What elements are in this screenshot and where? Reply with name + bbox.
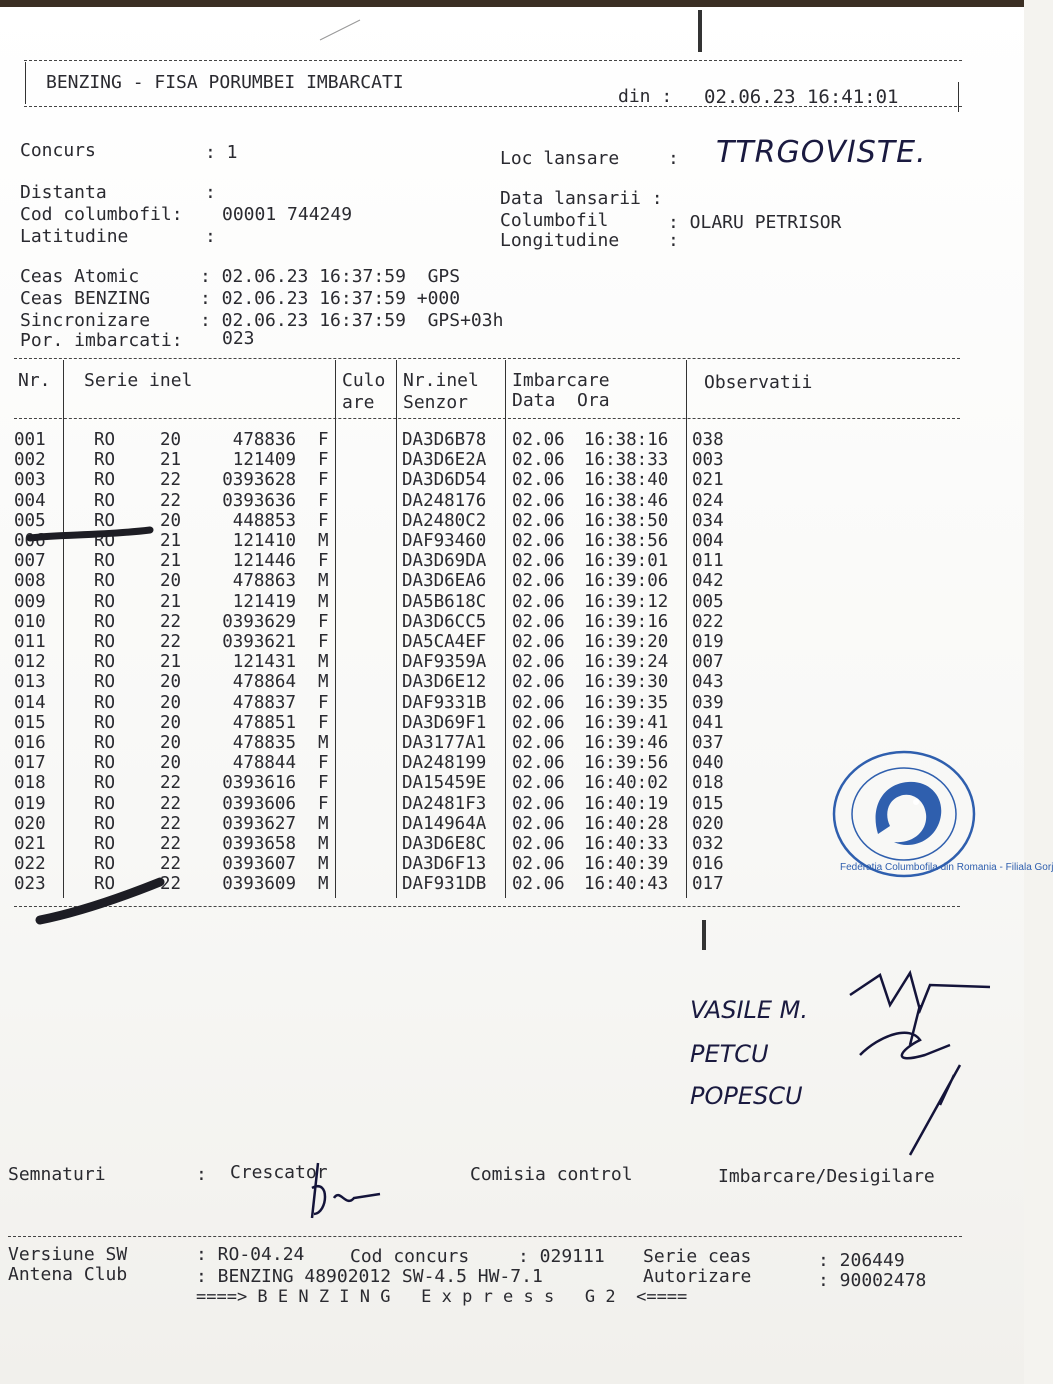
cell-ring: 0393629 xyxy=(222,611,296,632)
cell-sensor: DA248199 xyxy=(402,753,487,774)
cell-ring: 478836 xyxy=(232,430,296,450)
cell-nr: 020 xyxy=(14,813,46,834)
header-date-label: din : xyxy=(618,86,673,107)
semnaturi-sep: : xyxy=(196,1164,207,1185)
cell-year: 21 xyxy=(160,591,182,612)
cell-sex: M xyxy=(318,854,329,875)
cell-sex: F xyxy=(318,430,329,450)
cell-time: 16:39:16 xyxy=(584,611,669,632)
cell-country: RO xyxy=(94,854,116,875)
cell-sex: F xyxy=(318,632,329,652)
cell-country: RO xyxy=(94,692,116,713)
punch-mark xyxy=(700,10,704,950)
cell-ring: 0393627 xyxy=(222,813,296,834)
th-imbarcare-1: Imbarcare xyxy=(512,370,610,391)
cell-date: 02.06 xyxy=(512,510,565,531)
concurs-value: : 1 xyxy=(205,142,238,163)
cell-ring: 0393616 xyxy=(222,773,296,794)
cell-time: 16:39:24 xyxy=(584,652,669,673)
cell-date: 02.06 xyxy=(512,692,565,713)
cell-sex: M xyxy=(318,733,329,753)
th-observatii: Observatii xyxy=(704,372,813,393)
cell-time: 16:39:46 xyxy=(584,733,669,753)
crescator-label: Crescator xyxy=(230,1162,328,1183)
loc-lansare-handwritten: TTRGOVISTE. xyxy=(716,135,927,170)
th-culoare-1: Culo xyxy=(342,370,386,391)
cell-country: RO xyxy=(94,813,116,834)
cell-obs: 038 xyxy=(692,430,724,450)
autorizare-label: Autorizare xyxy=(643,1266,752,1287)
cell-ring: 478851 xyxy=(232,712,296,733)
cell-time: 16:39:20 xyxy=(584,632,669,652)
columbofil-value: : OLARU PETRISOR xyxy=(668,212,842,233)
cell-country: RO xyxy=(94,450,116,471)
cell-date: 02.06 xyxy=(512,490,565,511)
cell-obs: 004 xyxy=(692,531,724,551)
cod-columbofil-value: 00001 744249 xyxy=(222,204,353,225)
cell-ring: 121446 xyxy=(232,551,296,572)
cod-columbofil-label: Cod columbofil: xyxy=(20,204,183,225)
cell-sex: M xyxy=(318,874,329,895)
cell-nr: 021 xyxy=(14,834,46,854)
ceas-atomic-label: Ceas Atomic xyxy=(20,266,140,287)
loc-lansare-label: Loc lansare xyxy=(500,148,620,169)
cell-sensor: DA3177A1 xyxy=(402,733,487,753)
cell-time: 16:40:43 xyxy=(584,874,669,895)
cell-time: 16:38:50 xyxy=(584,510,669,531)
data-lansarii-label: Data lansarii : xyxy=(500,188,663,209)
cell-time: 16:40:19 xyxy=(584,793,669,814)
cell-nr: 019 xyxy=(14,793,46,814)
serie-ceas-value: : 206449 xyxy=(818,1250,905,1271)
cell-sensor: DA3D6F13 xyxy=(402,854,487,875)
benzing-express-banner: ====> B E N Z I N G E x p r e s s G 2 <==== xyxy=(196,1287,688,1307)
cell-sex: F xyxy=(318,510,329,531)
cell-country: RO xyxy=(94,672,116,693)
cell-obs: 043 xyxy=(692,672,724,693)
cell-year: 22 xyxy=(160,813,182,834)
versiune-sw-value: : RO-04.24 xyxy=(196,1244,305,1265)
cell-date: 02.06 xyxy=(512,834,565,854)
pencil-mark xyxy=(320,20,360,40)
concurs-label: Concurs xyxy=(20,140,96,161)
footer-top-rule xyxy=(8,1236,962,1237)
cell-date: 02.06 xyxy=(512,632,565,652)
cell-country: RO xyxy=(94,874,116,895)
th-imbarcare-2: Data Ora xyxy=(512,390,610,411)
cell-country: RO xyxy=(94,510,116,531)
sincronizare-label: Sincronizare xyxy=(20,310,151,331)
distanta-sep: : xyxy=(205,182,216,203)
cell-sensor: DA2481F3 xyxy=(402,793,487,814)
cell-obs: 007 xyxy=(692,652,724,673)
cell-nr: 007 xyxy=(14,551,46,572)
cell-sex: M xyxy=(318,571,329,592)
cell-date: 02.06 xyxy=(512,551,565,572)
cell-year: 20 xyxy=(160,510,182,531)
cell-ring: 0393606 xyxy=(222,793,296,814)
cell-time: 16:39:06 xyxy=(584,571,669,592)
handwritten-name-2: PETCU xyxy=(690,1040,769,1068)
cell-time: 16:40:28 xyxy=(584,813,669,834)
longitudine-label: Longitudine xyxy=(500,230,620,251)
cell-obs: 011 xyxy=(692,551,724,572)
cell-ring: 0393658 xyxy=(222,834,296,854)
cell-nr: 016 xyxy=(14,733,46,753)
distanta-label: Distanta xyxy=(20,182,107,203)
cell-obs: 005 xyxy=(692,591,724,612)
latitudine-label: Latitudine xyxy=(20,226,129,247)
cell-country: RO xyxy=(94,632,116,652)
cell-date: 02.06 xyxy=(512,874,565,895)
cell-sensor: DA3D6E8C xyxy=(402,834,487,854)
cell-nr: 004 xyxy=(14,490,46,511)
cell-obs: 022 xyxy=(692,611,724,632)
cell-ring: 121410 xyxy=(232,531,296,551)
cell-time: 16:38:46 xyxy=(584,490,669,511)
cell-year: 22 xyxy=(160,490,182,511)
cell-obs: 041 xyxy=(692,712,724,733)
cell-date: 02.06 xyxy=(512,611,565,632)
autorizare-value: : 90002478 xyxy=(818,1270,927,1291)
cell-year: 22 xyxy=(160,611,182,632)
cell-obs: 017 xyxy=(692,874,724,895)
cell-country: RO xyxy=(94,793,116,814)
cell-date: 02.06 xyxy=(512,470,565,491)
longitudine-sep: : xyxy=(668,230,679,251)
cell-date: 02.06 xyxy=(512,712,565,733)
cell-sensor: DAF9331B xyxy=(402,692,487,713)
cell-year: 20 xyxy=(160,692,182,713)
cell-country: RO xyxy=(94,531,116,551)
cell-sex: M xyxy=(318,652,329,673)
cell-sensor: DA5CA4EF xyxy=(402,632,487,652)
cell-nr: 023 xyxy=(14,874,46,895)
antena-club-label: Antena Club xyxy=(8,1264,128,1285)
cell-year: 20 xyxy=(160,733,182,753)
cell-sensor: DA3D6EA6 xyxy=(402,571,487,592)
cell-time: 16:38:16 xyxy=(584,430,669,450)
cell-sensor: DA3D69F1 xyxy=(402,712,487,733)
cell-nr: 017 xyxy=(14,753,46,774)
cell-ring: 478863 xyxy=(232,571,296,592)
cell-sensor: DA248176 xyxy=(402,490,487,511)
cell-obs: 019 xyxy=(692,632,724,652)
th-serie-inel: Serie inel xyxy=(84,370,193,391)
cell-nr: 008 xyxy=(14,571,46,592)
cell-sex: M xyxy=(318,531,329,551)
cell-ring: 0393609 xyxy=(222,874,296,895)
cell-sensor: DA15459E xyxy=(402,773,487,794)
serie-ceas-label: Serie ceas xyxy=(643,1246,752,1267)
signature-scribbles xyxy=(830,965,1010,1165)
cell-sensor: DAF931DB xyxy=(402,874,487,895)
cell-obs: 015 xyxy=(692,793,724,814)
cell-country: RO xyxy=(94,611,116,632)
cell-obs: 042 xyxy=(692,571,724,592)
cell-country: RO xyxy=(94,551,116,572)
cell-time: 16:39:56 xyxy=(584,753,669,774)
cell-sex: F xyxy=(318,470,329,491)
cell-time: 16:39:35 xyxy=(584,692,669,713)
cell-nr: 014 xyxy=(14,692,46,713)
th-nr-inel-2: Senzor xyxy=(403,392,469,413)
cell-obs: 020 xyxy=(692,813,724,834)
ink-smudge-2 xyxy=(40,882,160,920)
cell-sensor: DA2480C2 xyxy=(402,510,487,531)
cell-date: 02.06 xyxy=(512,773,565,794)
cell-nr: 003 xyxy=(14,470,46,491)
header-date-value: 02.06.23 16:41:01 xyxy=(704,86,899,108)
cell-nr: 022 xyxy=(14,854,46,875)
cell-obs: 018 xyxy=(692,773,724,794)
cell-year: 21 xyxy=(160,652,182,673)
cell-sex: M xyxy=(318,672,329,693)
cell-nr: 012 xyxy=(14,652,46,673)
cell-ring: 0393636 xyxy=(222,490,296,511)
cell-date: 02.06 xyxy=(512,733,565,753)
cell-time: 16:40:02 xyxy=(584,773,669,794)
cell-ring: 0393607 xyxy=(222,854,296,875)
cell-time: 16:38:40 xyxy=(584,470,669,491)
document-title: BENZING - FISA PORUMBEI IMBARCATI xyxy=(46,72,404,93)
cell-nr: 018 xyxy=(14,773,46,794)
cell-year: 22 xyxy=(160,632,182,652)
cell-country: RO xyxy=(94,470,116,491)
cell-ring: 121419 xyxy=(232,591,296,612)
cell-country: RO xyxy=(94,773,116,794)
cell-country: RO xyxy=(94,430,116,450)
cell-year: 20 xyxy=(160,672,182,693)
cell-ring: 478864 xyxy=(232,672,296,693)
comisia-control-label: Comisia control xyxy=(470,1164,633,1185)
cell-nr: 009 xyxy=(14,591,46,612)
sincronizare-value: : 02.06.23 16:37:59 GPS+03h xyxy=(200,310,504,331)
cell-date: 02.06 xyxy=(512,753,565,774)
cell-sex: M xyxy=(318,834,329,854)
cell-country: RO xyxy=(94,712,116,733)
cell-sex: F xyxy=(318,692,329,713)
cell-year: 21 xyxy=(160,450,182,471)
columbofil-label: Columbofil xyxy=(500,210,609,231)
cell-sex: F xyxy=(318,753,329,774)
cell-nr: 006 xyxy=(14,531,46,551)
cell-sensor: DA3D69DA xyxy=(402,551,487,572)
th-nr: Nr. xyxy=(18,370,51,391)
cell-nr: 001 xyxy=(14,430,46,450)
cell-time: 16:38:33 xyxy=(584,450,669,471)
th-nr-inel-1: Nr.inel xyxy=(403,370,479,391)
cell-sex: F xyxy=(318,793,329,814)
cell-date: 02.06 xyxy=(512,591,565,612)
cell-country: RO xyxy=(94,591,116,612)
cell-country: RO xyxy=(94,652,116,673)
cod-concurs-value: : 029111 xyxy=(518,1246,605,1267)
cell-sex: M xyxy=(318,813,329,834)
cell-obs: 021 xyxy=(692,470,724,491)
cell-obs: 032 xyxy=(692,834,724,854)
cell-year: 20 xyxy=(160,571,182,592)
cell-date: 02.06 xyxy=(512,531,565,551)
cell-nr: 002 xyxy=(14,450,46,471)
ceas-atomic-value: : 02.06.23 16:37:59 GPS xyxy=(200,266,461,287)
cell-nr: 010 xyxy=(14,611,46,632)
ink-smudge-1 xyxy=(30,530,150,538)
handwritten-name-1: VASILE M. xyxy=(690,996,809,1024)
cell-sensor: DAF93460 xyxy=(402,531,487,551)
cell-sensor: DA3D6E2A xyxy=(402,450,487,471)
cell-obs: 034 xyxy=(692,510,724,531)
cell-country: RO xyxy=(94,733,116,753)
cell-time: 16:38:56 xyxy=(584,531,669,551)
cell-date: 02.06 xyxy=(512,793,565,814)
latitudine-sep: : xyxy=(205,226,216,247)
cell-sex: F xyxy=(318,551,329,572)
cell-date: 02.06 xyxy=(512,571,565,592)
cell-sex: F xyxy=(318,490,329,511)
cell-sensor: DA3D6B78 xyxy=(402,430,487,450)
cell-year: 22 xyxy=(160,874,182,895)
cell-time: 16:39:30 xyxy=(584,672,669,693)
cell-country: RO xyxy=(94,834,116,854)
cell-country: RO xyxy=(94,490,116,511)
cell-time: 16:40:33 xyxy=(584,834,669,854)
cell-ring: 448853 xyxy=(232,510,296,531)
cell-year: 20 xyxy=(160,753,182,774)
cell-sensor: DA3D6CC5 xyxy=(402,611,487,632)
cell-sensor: DA5B618C xyxy=(402,591,487,612)
cell-time: 16:39:01 xyxy=(584,551,669,572)
cod-concurs-label: Cod concurs xyxy=(350,1246,470,1267)
ceas-benzing-value: : 02.06.23 16:37:59 +000 xyxy=(200,288,461,309)
cell-country: RO xyxy=(94,571,116,592)
cell-time: 16:39:12 xyxy=(584,591,669,612)
cell-obs: 039 xyxy=(692,692,724,713)
cell-date: 02.06 xyxy=(512,854,565,875)
cell-sensor: DA14964A xyxy=(402,813,487,834)
ceas-benzing-label: Ceas BENZING xyxy=(20,288,151,309)
cell-date: 02.06 xyxy=(512,652,565,673)
cell-sensor: DAF9359A xyxy=(402,652,487,673)
cell-year: 22 xyxy=(160,470,182,491)
stamp-text: Federatia Columbofila din Romania - Filiala Gorj xyxy=(840,862,1053,873)
cell-year: 22 xyxy=(160,793,182,814)
cell-year: 22 xyxy=(160,834,182,854)
cell-date: 02.06 xyxy=(512,813,565,834)
cell-sex: M xyxy=(318,591,329,612)
cell-year: 22 xyxy=(160,773,182,794)
cell-sex: F xyxy=(318,450,329,471)
cell-time: 16:40:39 xyxy=(584,854,669,875)
loc-lansare-sep: : xyxy=(668,148,679,169)
cell-ring: 121409 xyxy=(232,450,296,471)
porumbei-imbarcati-value: 023 xyxy=(222,328,255,349)
antena-club-value: : BENZING 48902012 SW-4.5 HW-7.1 xyxy=(196,1266,543,1287)
cell-obs: 037 xyxy=(692,733,724,753)
cell-ring: 121431 xyxy=(232,652,296,673)
cell-date: 02.06 xyxy=(512,450,565,471)
cell-ring: 478837 xyxy=(232,692,296,713)
imbarcare-desigilare-label: Imbarcare/Desigilare xyxy=(718,1166,935,1187)
cell-obs: 016 xyxy=(692,854,724,875)
cell-ring: 0393621 xyxy=(222,632,296,652)
semnaturi-label: Semnaturi xyxy=(8,1164,106,1185)
versiune-sw-label: Versiune SW xyxy=(8,1244,128,1265)
cell-year: 21 xyxy=(160,551,182,572)
cell-country: RO xyxy=(94,753,116,774)
handwritten-name-3: POPESCU xyxy=(690,1082,803,1110)
porumbei-imbarcati-label: Por. imbarcati: xyxy=(20,330,183,351)
cell-nr: 005 xyxy=(14,510,46,531)
cell-obs: 040 xyxy=(692,753,724,774)
cell-ring: 478835 xyxy=(232,733,296,753)
cell-sensor: DA3D6E12 xyxy=(402,672,487,693)
cell-sex: F xyxy=(318,611,329,632)
cell-year: 21 xyxy=(160,531,182,551)
federation-stamp xyxy=(830,748,1053,880)
cell-date: 02.06 xyxy=(512,430,565,450)
cell-time: 16:39:41 xyxy=(584,712,669,733)
cell-sensor: DA3D6D54 xyxy=(402,470,487,491)
cell-ring: 0393628 xyxy=(222,470,296,491)
cell-nr: 013 xyxy=(14,672,46,693)
cell-year: 20 xyxy=(160,430,182,450)
cell-obs: 003 xyxy=(692,450,724,471)
th-culoare-2: are xyxy=(342,392,375,413)
cell-sex: F xyxy=(318,712,329,733)
cell-nr: 011 xyxy=(14,632,46,652)
cell-nr: 015 xyxy=(14,712,46,733)
cell-date: 02.06 xyxy=(512,672,565,693)
cell-year: 22 xyxy=(160,854,182,875)
cell-year: 20 xyxy=(160,712,182,733)
cell-sex: F xyxy=(318,773,329,794)
cell-obs: 024 xyxy=(692,490,724,511)
cell-ring: 478844 xyxy=(232,753,296,774)
